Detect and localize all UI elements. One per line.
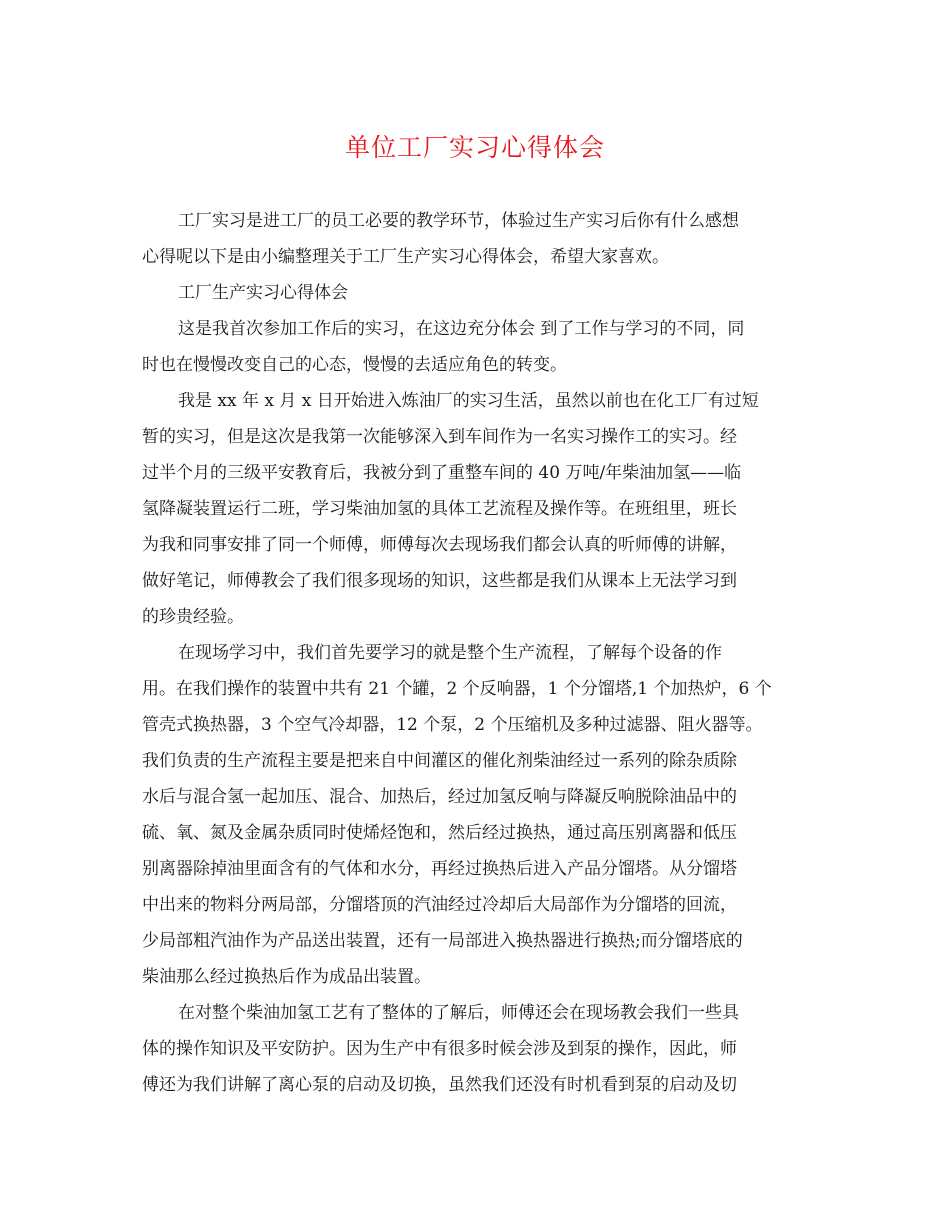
text-line: 中出来的物料分两局部，分馏塔顶的汽油经过冷却后大局部作为分馏塔的回流，	[142, 895, 737, 915]
paragraph-process-flow	[142, 635, 810, 995]
text-line: 水后与混合氢一起加压、混合、加热后，经过加氢反响与降凝反响脱除油品中的	[142, 787, 737, 807]
document-title: 单位工厂实习心得体会	[344, 133, 605, 162]
text-line: 工厂实习是进工厂的员工必要的教学环节，体验过生产实习后你有什么感想	[178, 211, 739, 231]
text-line: 心得呢以下是由小编整理关于工厂生产实习心得体会，希望大家喜欢。	[142, 247, 669, 267]
paragraph-intro	[142, 203, 810, 275]
text-line: 硫、氧、氮及金属杂质同时使烯烃饱和，然后经过换热，通过高压别离器和低压	[142, 823, 737, 843]
text-line: 傅还为我们讲解了离心泵的启动及切换，虽然我们还没有时机看到泵的启动及切	[142, 1075, 737, 1095]
text-line: 时也在慢慢改变自己的心态，慢慢的去适应角色的转变。	[142, 355, 567, 375]
text-line: 管壳式换热器，3 个空气冷却器，12 个泵，2 个压缩机及多种过滤器、阻火器等。	[142, 715, 763, 735]
text-line: 我们负责的生产流程主要是把来自中间灌区的催化剂柴油经过一系列的除杂质除	[142, 751, 737, 771]
paragraph-first-experience	[142, 311, 810, 383]
text-line: 暂的实习，但是这次是我第一次能够深入到车间作为一名实习操作工的实习。经	[142, 427, 737, 447]
text-line: 的珍贵经验。	[142, 607, 244, 627]
paragraph-subheading	[142, 275, 810, 311]
paragraph-operation-knowledge	[142, 995, 810, 1103]
text-line: 在现场学习中，我们首先要学习的就是整个生产流程，了解每个设备的作	[178, 643, 722, 663]
text-line: 少局部粗汽油作为产品送出装置，还有一局部进入换热器进行换热;而分馏塔底的	[142, 931, 743, 951]
text-line: 我是 xx 年 x 月 x 日开始进入炼油厂的实习生活，虽然以前也在化工厂有过短	[178, 391, 759, 411]
text-line: 别离器除掉油里面含有的气体和水分，再经过换热后进入产品分馏塔。从分馏塔	[142, 859, 737, 879]
text-line: 在对整个柴油加氢工艺有了整体的了解后，师傅还会在现场教会我们一些具	[178, 1003, 739, 1023]
paragraph-refinery-start	[142, 383, 810, 635]
text-line: 工厂生产实习心得体会	[178, 283, 348, 303]
text-line: 氢降凝装置运行二班，学习柴油加氢的具体工艺流程及操作等。在班组里，班长	[142, 499, 737, 519]
text-line: 柴油那么经过换热后作为成品出装置。	[142, 967, 431, 987]
text-line: 体的操作知识及平安防护。因为生产中有很多时候会涉及到泵的操作，因此，师	[142, 1039, 737, 1059]
text-line: 为我和同事安排了同一个师傅，师傅每次去现场我们都会认真的听师傅的讲解，	[142, 535, 737, 555]
text-line: 过半个月的三级平安教育后，我被分到了重整车间的 40 万吨/年柴油加氢——临	[142, 463, 742, 483]
text-line: 这是我首次参加工作后的实习，在这边充分体会 到了工作与学习的不同，同	[178, 319, 745, 339]
text-line: 用。在我们操作的装置中共有 21 个罐，2 个反响器，1 个分馏塔,1 个加热炉，6 个	[142, 679, 772, 699]
text-line: 做好笔记，师傅教会了我们很多现场的知识，这些都是我们从课本上无法学习到	[142, 571, 737, 591]
document-body	[142, 203, 810, 1103]
